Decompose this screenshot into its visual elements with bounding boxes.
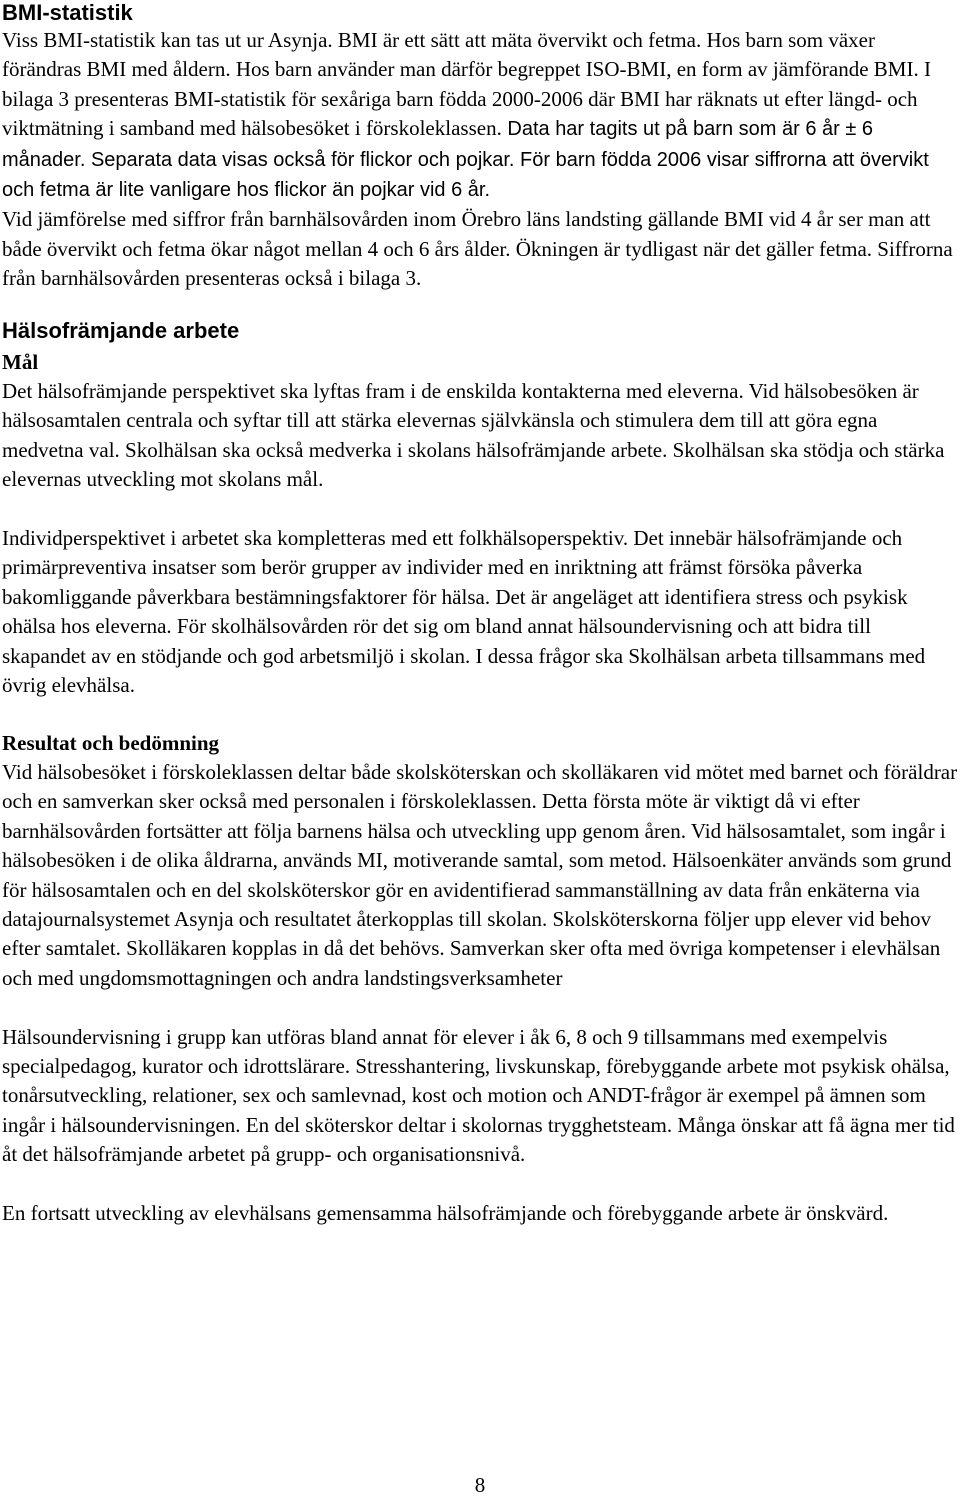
paragraph-resultat-3: En fortsatt utveckling av elevhälsans gemensamma hälsofrämjande och förebyggande arbete är önskvärd. <box>2 1200 889 1225</box>
paragraph-halso-1: Det hälsofrämjande perspektivet ska lyftas fram i de enskilda kontakterna med eleverna. Vid hälsobesöken är hälsosamtalen centrala och syftar till att stärka elevernas självkänsla och stimulera dem till att göra egna medvetna val. Skolhälsan ska också medverka i skolans hälsofrämjande arbete. Skolhälsan ska stödja och stärka elevernas utveckling mot skolans mål. <box>2 379 945 492</box>
subheading-mal: Mål <box>2 349 39 374</box>
subheading-resultat-och-bedomning: Resultat och bedömning <box>2 730 220 755</box>
section-heading-bmi-statistik: BMI-statistik <box>2 0 133 25</box>
paragraph-bmi-1-part-b: Data har tagits ut på barn som är 6 år ± 6 månader. <box>2 118 873 171</box>
paragraph-bmi-1-part-a: Viss BMI-statistik kan tas ut ur Asynja. BMI är ett sätt att mäta övervikt och fetma. Hos barn som växer förändras BMI med åldern. Hos barn använder man därför begreppet ISO-BMI, en form av jämförande BMI. I bilaga 3 presenteras BMI-statistik för sexåriga barn födda 2000-2006 där BMI har räknats ut efter längd- och viktmätning i samband med hälsobesöket i förskoleklassen. <box>2 28 931 141</box>
paragraph-halso-2: Individperspektivet i arbetet ska kompletteras med ett folkhälsoperspektiv. Det innebär hälsofrämjande och primärpreventiva insatser som berör grupper av individer med en inriktning att främst försöka påverka bakomliggande påverkbara bestämningsfaktorer för hälsa. Det är angeläget att identifiera stress och psykisk ohälsa hos eleverna. För skolhälsovården rör det sig om bland annat hälsoundervisning och att bidra till skapandet av en stödjande och god arbetsmiljö i skolan. I dessa frågor ska Skolhälsan arbeta tillsammans med övrig elevhälsa. <box>2 526 926 698</box>
section-heading-halsoframjande-arbete: Hälsofrämjande arbete <box>2 317 240 343</box>
paragraph-resultat-2: Hälsoundervisning i grupp kan utföras bland annat för elever i åk 6, 8 och 9 tillsammans med exempelvis specialpedagog, kurator och idrottslärare. Stresshantering, livskunskap, förebyggande arbete mot psykisk ohälsa, tonårsutveckling, relationer, sex och samlevnad, kost och motion och ANDT-frågor är exempel på ämnen som ingår i hälsoundervisningen. En del sköterskor deltar i skolornas trygghetsteam. Många önskar att få ägna mer tid åt det hälsofrämjande arbetet på grupp- och organisationsnivå. <box>2 1024 955 1167</box>
paragraph-bmi-1-part-c: Separata data visas också för flickor och pojkar. För barn födda 2006 visar siffrorna att övervikt och fetma är lite vanligare hos flickor än pojkar vid 6 år. <box>2 148 929 202</box>
document-page <box>2 0 958 1228</box>
paragraph-resultat-1: Vid hälsobesöket i förskoleklassen deltar både skolsköterskan och skolläkaren vid mötet med barnet och föräldrar och en samverkan sker också med personalen i förskoleklassen. Detta första möte är viktigt då vi efter barnhälsovården fortsätter att följa barnens hälsa och utveckling upp genom åren. Vid hälsosamtalet, som ingår i hälsobesöken i de olika åldrarna, används MI, motiverande samtal, som metod. Hälsoenkäter används som grund för hälsosamtalen och en del skolsköterskor gör en avidentifierad sammanställning av data från enkäterna via datajournalsystemet Asynja och resultatet återkopplas till skolan. Skolsköterskorna följer upp elever vid behov efter samtalet. Skolläkaren kopplas in då det behövs. Samverkan sker ofta med övriga kompetenser i elevhälsan och med ungdomsmottagningen och andra landstingsverksamheter <box>2 759 958 990</box>
page-number: 8 <box>474 1473 486 1497</box>
paragraph-bmi-1 <box>2 26 958 205</box>
paragraph-bmi-2: Vid jämförelse med siffror från barnhälsovården inom Örebro läns landsting gällande BMI vid 4 år ser man att både övervikt och fetma ökar något mellan 4 och 6 års ålder. Ökningen är tydligast när det gäller fetma. Siffrorna från barnhälsovården presenteras också i bilaga 3. <box>2 207 953 291</box>
